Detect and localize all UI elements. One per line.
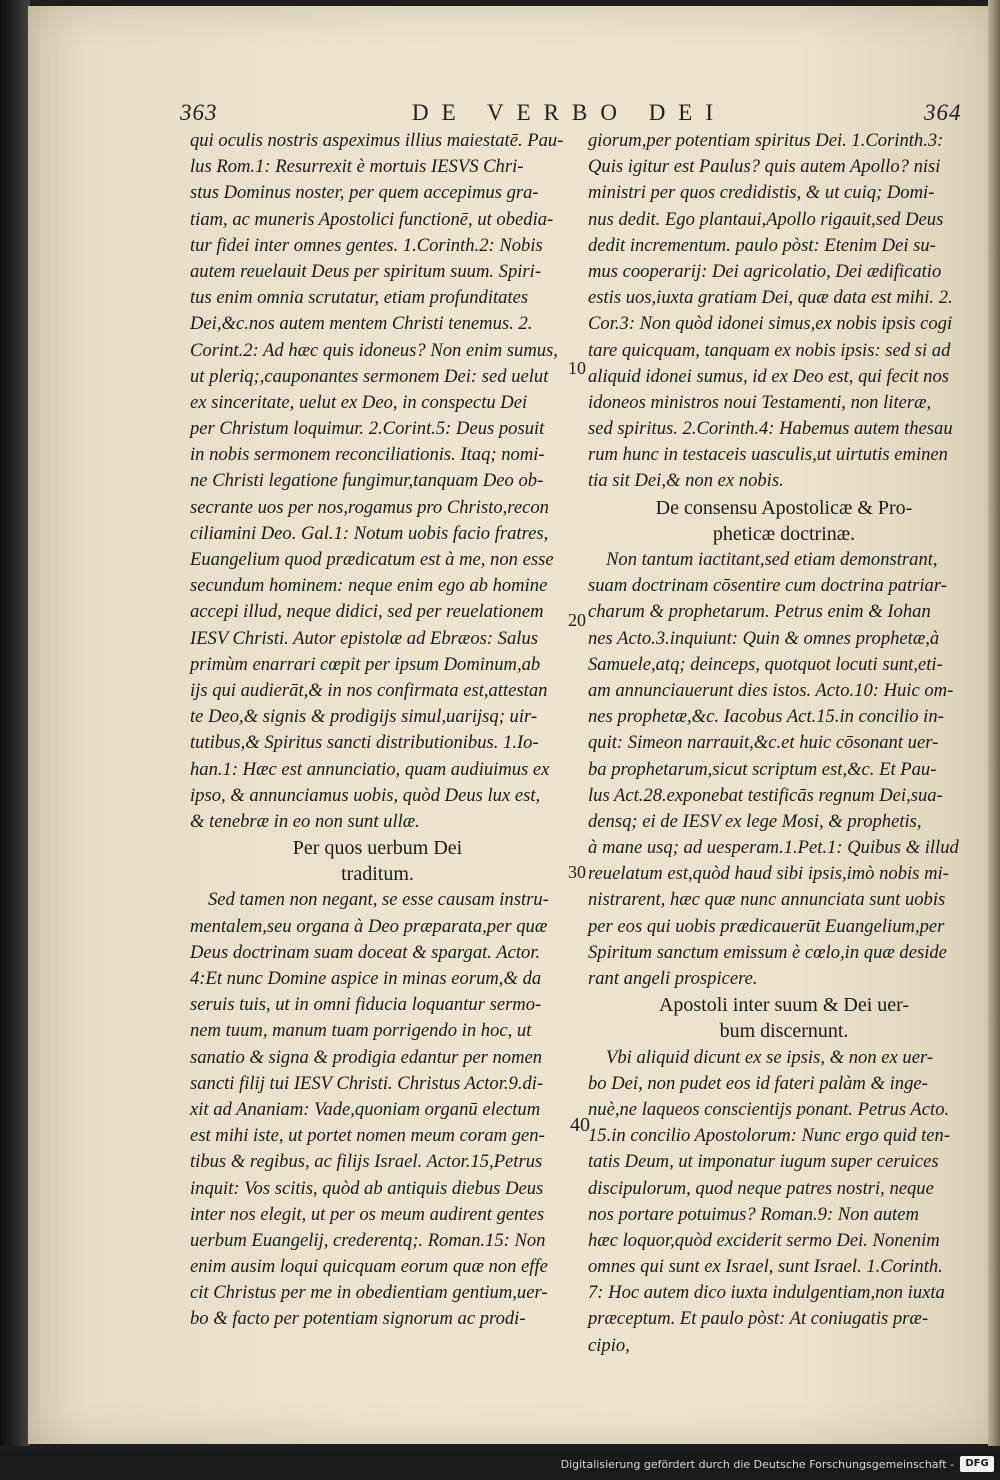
text-line: ut pleriq;,cauponantes sermonem Dei: sed uelut	[190, 365, 549, 387]
text-line: 4:Et nunc Domine aspice in minas eorum,& da	[190, 968, 542, 989]
text-line: bo & facto per potentiam signorum ac prodi-	[190, 1308, 526, 1330]
text-line: accepi illud, neque didici, sed per reuelationem	[190, 601, 544, 623]
text-line: Quis igitur est Paulus? quis autem Apollo? nisi	[588, 156, 941, 178]
footer-bar	[0, 1450, 1000, 1480]
text-line: per eos qui uobis prædicauerūt Euangelium,per	[588, 915, 945, 937]
text-line: te Deo,& signis & prodigijs simul,uarijsq; uir-	[190, 706, 538, 728]
section-heading: bum discernunt.	[719, 1020, 849, 1043]
text-line: Sed tamen non negant, se esse causam instru-	[208, 889, 549, 911]
running-title: DE VERBO DEI	[412, 100, 727, 125]
text-line: am annunciauerunt dies istos. Acto.10: Huic om-	[588, 679, 954, 701]
text-line: primùm enarrari cœpit per ipsum Dominum,ab	[190, 653, 541, 675]
page-edge	[988, 0, 1000, 1446]
text-line: Cor.3: Non quòd idonei simus,ex nobis ipsis cogi	[588, 313, 953, 335]
text-line: charum & prophetarum. Petrus enim & Iohan	[588, 601, 931, 623]
text-line: reuelatum est,quòd haud sibi ipsis,imò nobis mi-	[588, 863, 949, 885]
text-line: nos portare potuimus? Roman.9: Non autem	[588, 1203, 919, 1225]
text-line: nistrarent, hæc quæ nunc annunciata sunt uobis	[588, 889, 946, 911]
running-header	[0, 100, 1000, 130]
text-line: inter nos elegit, ut per os meum audirent gentes	[190, 1203, 545, 1225]
text-line: sanatio & signa & prodigia edantur per nomen	[190, 1046, 543, 1068]
text-line: secrante uos per nos,rogamus pro Christo,recon	[190, 496, 549, 518]
text-line: inquit: Vos scitis, quòd ab antiquis diebus Deus	[190, 1177, 544, 1199]
text-line: hæc loquor,quòd exciderit sermo Dei. Nonenim	[588, 1229, 940, 1251]
text-line: seruis tuis, ut in omni fiducia loquantur sermo-	[190, 994, 542, 1016]
folio-left: 363	[180, 100, 218, 125]
text-line: suam doctrinam cōsentire cum doctrina patriar-	[588, 575, 947, 597]
text-line: tare quicquam, tanquam ex nobis ipsis: sed si ad	[588, 339, 951, 361]
line-number: 40	[570, 1114, 590, 1136]
text-line: Euangelium quod prædicatum est à me, non esse	[190, 549, 554, 570]
text-line: tus enim omnia scrutatur, etiam profunditates	[190, 287, 529, 309]
text-line: lus Rom.1: Resurrexit è mortuis IESVS Chri-	[190, 156, 524, 178]
text-line: nus dedit. Ego plantaui,Apollo rigauit,sed Deus	[588, 208, 944, 230]
section-heading: pheticæ doctrinæ.	[712, 522, 856, 545]
text-line: aliquid idonei sumus, id ex Deo est, qui fecit nos	[588, 365, 949, 387]
text-line: mus cooperarij: Dei agricolatio, Dei ædificatio	[588, 260, 942, 282]
text-line: cit Christus per me in obedientiam gentium,uer-	[190, 1282, 548, 1304]
funding-credit: Digitalisierung gefördert durch die Deutsche Forschungsgemeinschaft -	[560, 1458, 954, 1471]
text-line: cipio,	[588, 1334, 630, 1356]
text-line: Corint.2: Ad hæc quis idoneus? Non enim sumus,	[190, 339, 558, 361]
text-line: uerbum Euangelij, crederentq;. Roman.15: Non	[190, 1229, 546, 1251]
section-heading: De consensu Apostolicæ & Pro-	[655, 496, 913, 519]
text-line: Dei,&c.nos autem mentem Christi tenemus. 2.	[190, 313, 533, 335]
text-line: xit ad Ananiam: Vade,quoniam organū electum	[190, 1098, 541, 1120]
text-line: tiam, ac muneris Apostolici functionē, ut obedia-	[190, 208, 554, 230]
text-line: qui oculis nostris aspeximus illius maiestatē. Pau-	[190, 130, 564, 151]
line-number: 10	[568, 358, 586, 378]
text-line: in nobis sermonem reconciliationis. Itaq; nomi-	[190, 444, 545, 466]
text-line: Non tantum iactitant,sed etiam demonstrant,	[606, 549, 938, 570]
text-line: tur fidei inter omnes gentes. 1.Corinth.2: Nobis	[190, 234, 543, 256]
text-line: ministri per quos credidistis, & ut cuiq; Domi-	[588, 182, 935, 204]
text-line: per Christum loquimur. 2.Corint.5: Deus posuit	[190, 418, 545, 440]
text-line: ne Christi legatione fungimur,tanquam Deo ob-	[190, 470, 544, 492]
text-line: 7: Hoc autem dico iuxta indulgentiam,non iuxta	[588, 1282, 945, 1304]
text-line: nuè,ne laqueos conscientijs ponant. Petrus Acto.	[588, 1098, 950, 1120]
text-line: nes Acto.3.inquiunt: Quin & omnes prophetæ,à	[588, 627, 940, 649]
text-line: nes prophetæ,&c. Iacobus Act.15.in concilio in-	[588, 706, 944, 728]
text-line: 15.in concilio Apostolorum: Nunc ergo quid ten-	[588, 1125, 951, 1147]
text-line: han.1: Hæc est annunciatio, quam audiuimus ex	[190, 758, 550, 780]
text-line: à mane usq; ad uesperam.1.Pet.1: Quibus & illud	[588, 837, 959, 859]
text-line: Vbi aliquid dicunt ex se ipsis, & non ex uer-	[606, 1046, 934, 1068]
text-line: sancti filij tui IESV Christi. Christus Actor.9.di-	[190, 1072, 544, 1094]
text-line: lus Act.28.exponebat testificās regnum Dei,sua-	[588, 784, 943, 806]
text-line: discipulorum, quod neque patres nostri, neque	[588, 1177, 934, 1199]
section-heading: traditum.	[341, 863, 414, 886]
text-line: secundum hominem: neque enim ego ab homine	[190, 575, 548, 597]
text-line: omnes qui sunt ex Israel, sunt Israel. 1.Corinth.	[588, 1256, 943, 1278]
dfg-logo: DFG	[960, 1456, 994, 1472]
section-heading: Apostoli inter suum & Dei uer-	[658, 994, 910, 1017]
right-text-column	[588, 128, 980, 1359]
text-line: rum hunc in testaceis uasculis,ut uirtutis eminen	[588, 444, 948, 466]
text-line: estis uos,iuxta gratiam Dei, quæ data est mihi. 2.	[588, 287, 953, 309]
text-line: Samuele,atq; deinceps, quotquot locuti sunt,eti-	[588, 653, 943, 675]
text-line: quit: Simeon narrauit,&c.et huic cōsonant uer-	[588, 732, 939, 754]
text-line: tia sit Dei,& non ex nobis.	[588, 470, 784, 492]
text-line: sed spiritus. 2.Corinth.4: Habemus autem thesau	[588, 418, 953, 440]
text-line: giorum,per potentiam spiritus Dei. 1.Corinth.3:	[588, 130, 944, 151]
text-line: est mihi iste, ut portet nomen meum coram gen-	[190, 1125, 545, 1147]
line-number: 20	[568, 610, 586, 630]
left-text-column	[190, 128, 565, 1333]
text-line: Deus doctrinam suam doceat & spargat. Actor.	[190, 941, 541, 963]
text-line: ijs qui audierāt,& in nos confirmata est,attestan	[190, 679, 548, 701]
text-line: ipso, & annunciamus uobis, quòd Deus lux est,	[190, 784, 541, 806]
folio-right: 364	[924, 100, 962, 125]
text-line: mentalem,seu organa à Deo præparata,per quæ	[190, 915, 548, 937]
line-number: 30	[568, 862, 586, 882]
text-line: IESV Christi. Autor epistolæ ad Ebræos: Salus	[190, 627, 538, 649]
text-line: nem tuum, manum tuam porrigendo in hoc, ut	[190, 1020, 532, 1042]
text-line: Spiritum sanctum emissum è cœlo,in quæ deside	[588, 941, 947, 963]
text-line: ex sinceritate, uelut ex Deo, in conspectu Dei	[190, 391, 528, 413]
text-line: enim ausim loqui quicquam eorum quæ non effe	[190, 1256, 548, 1278]
text-line: dedit incrementum. paulo pòst: Etenim Dei su-	[588, 234, 936, 256]
text-line: bo Dei, non pudet eos id fateri palàm & inge-	[588, 1072, 928, 1094]
text-line: autem reuelauit Deus per spiritum suum. Spiri-	[190, 260, 542, 282]
text-line: ba prophetarum,sicut scriptum est,&c. Et Pau-	[588, 758, 937, 780]
text-line: stus Dominus noster, per quem accepimus gra-	[190, 182, 539, 204]
text-line: præceptum. Et paulo pòst: At coniugatis præ-	[588, 1308, 929, 1330]
text-line: idoneos ministros noui Testamenti, non literæ,	[588, 391, 932, 413]
text-line: tibus & regibus, ac filijs Israel. Actor.15,Petrus	[190, 1151, 543, 1173]
text-line: & tenebræ in eo non sunt ullæ.	[190, 810, 420, 832]
section-heading: Per quos uerbum Dei	[292, 837, 463, 860]
text-line: rant angeli prospicere.	[588, 968, 758, 989]
text-line: tutibus,& Spiritus sancti distributionibus. 1.Io-	[190, 732, 539, 754]
text-line: ciliamini Deo. Gal.1: Notum uobis facio fratres,	[190, 522, 549, 544]
book-gutter	[0, 0, 30, 1446]
text-line: tatis Deum, ut imponatur iugum super ceruices	[588, 1151, 939, 1173]
text-line: densq; ei de IESV ex lege Mosi, & prophetis,	[588, 810, 922, 832]
